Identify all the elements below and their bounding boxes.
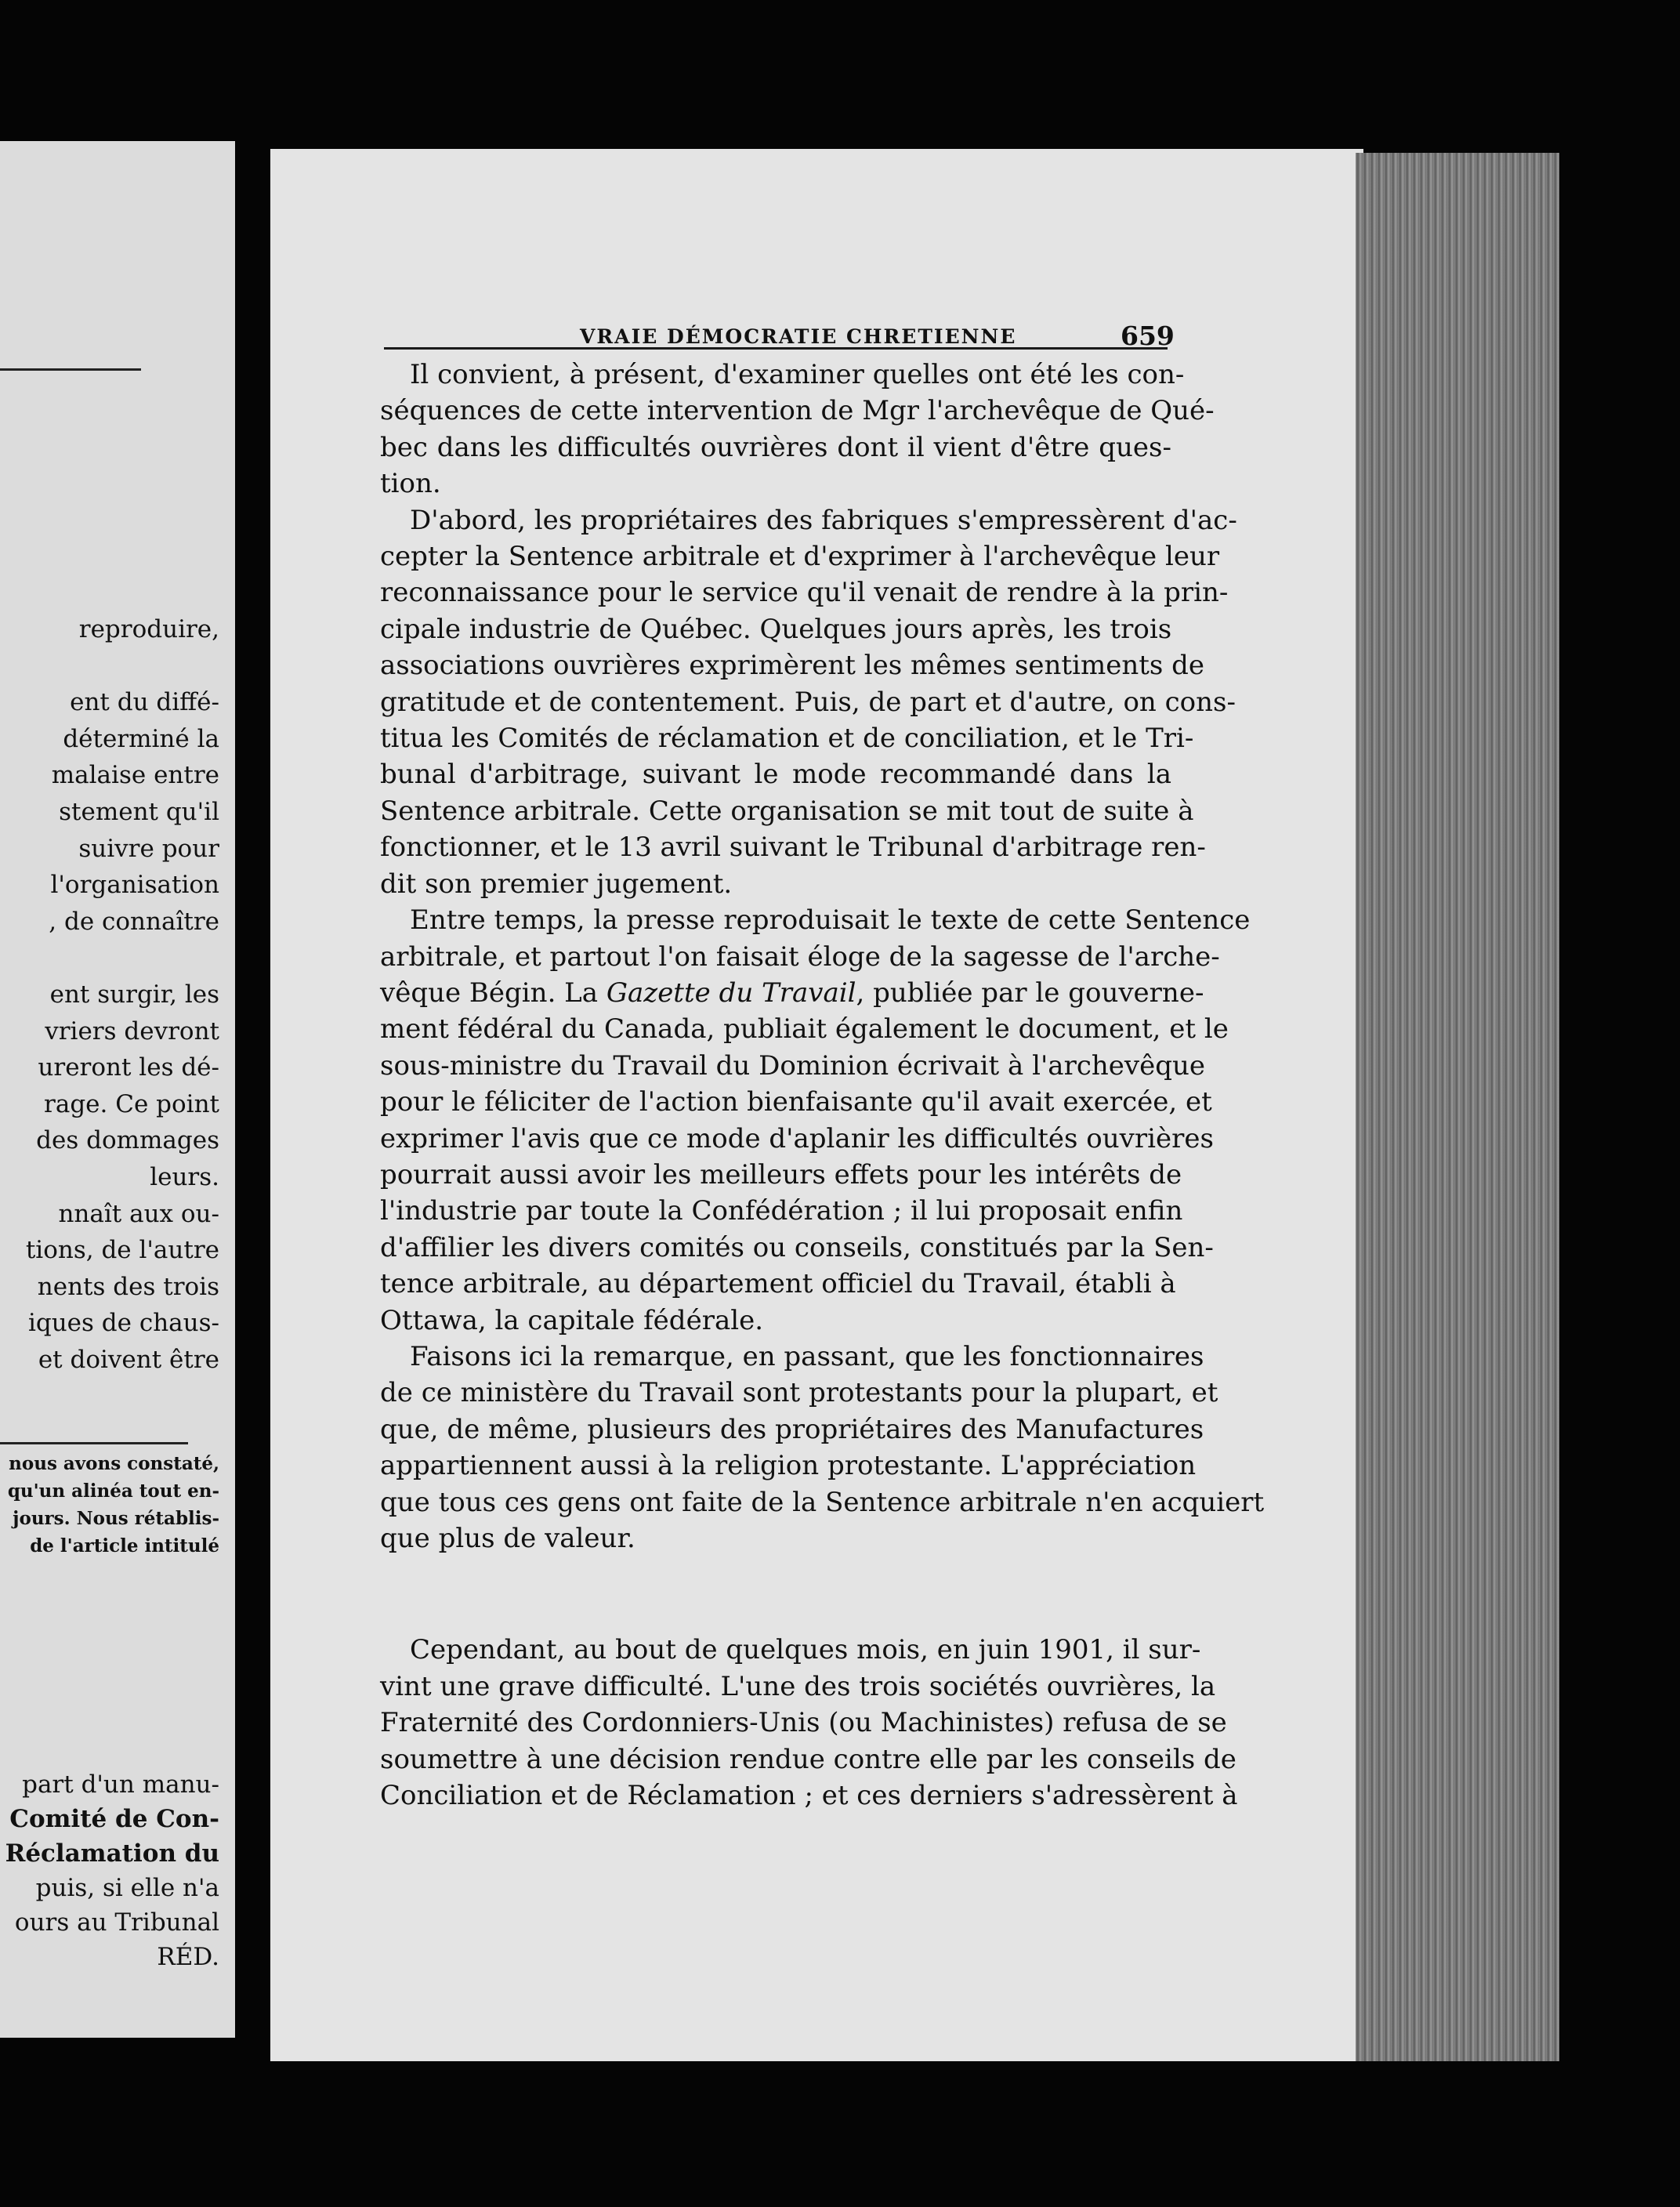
text-line: Il convient, à présent, d'examiner quelles ont été les con-: [410, 359, 1185, 390]
text-line: tion.: [380, 468, 441, 500]
text-line: appartiennent aussi à la religion protestante. L'appréciation: [380, 1450, 1197, 1482]
header-rule: [384, 347, 1168, 350]
text-line: titua les Comités de réclamation et de conciliation, et le Tri-: [380, 723, 1194, 755]
text-line: pour le féliciter de l'action bienfaisante qu'il avait exercée, et: [380, 1086, 1212, 1118]
left-tail-line: ours au Tribunal: [14, 1908, 219, 1937]
left-page-line: nnaît aux ou-: [58, 1199, 219, 1228]
left-page-line: ureront les dé-: [38, 1053, 219, 1082]
paragraph: [380, 902, 1251, 1339]
text-line: bunal d'arbitrage, suivant le mode recommandé dans la: [380, 759, 1171, 791]
text-line: vint une grave difficulté. L'une des trois sociétés ouvrières, la: [380, 1670, 1216, 1702]
running-head: VRAIE DÉMOCRATIE CHRETIENNE: [580, 325, 1017, 348]
left-tail-line: part d'un manu-: [22, 1770, 219, 1799]
text-line: gratitude et de contentement. Puis, de part et d'autre, on cons-: [380, 686, 1236, 718]
left-tail-line: puis, si elle n'a: [35, 1874, 219, 1902]
left-page-line: ent surgir, les: [49, 980, 219, 1009]
left-footnote-line: nous avons constaté,: [9, 1453, 219, 1474]
left-page-line: vriers devront: [45, 1017, 219, 1046]
left-page-line: et doivent être: [38, 1345, 219, 1374]
text-line: exprimer l'avis que ce mode d'aplanir les difficultés ouvrières: [380, 1122, 1214, 1154]
text-line: Fraternité des Cordonniers-Unis (ou Machinistes) refusa de se: [380, 1707, 1227, 1739]
left-page-line: malaise entre: [51, 761, 219, 790]
text-line: d'affilier les divers comités ou conseils, constitués par la Sen-: [380, 1231, 1214, 1263]
text-line: dit son premier jugement.: [380, 868, 733, 900]
left-page-line: stement qu'il: [59, 797, 219, 826]
left-page-line: leurs.: [150, 1162, 219, 1191]
left-header-rule: [0, 368, 141, 371]
text-line: arbitrale, et partout l'on faisait éloge de la sagesse de l'arche-: [380, 940, 1220, 973]
left-tail-line: RÉD.: [157, 1943, 219, 1971]
text-line: cepter la Sentence arbitrale et d'exprimer à l'archevêque leur: [380, 541, 1220, 573]
text-line: Conciliation et de Réclamation ; et ces derniers s'adressèrent à: [380, 1780, 1238, 1812]
paragraph: [380, 1632, 1238, 1814]
page-edges: [1356, 153, 1559, 2061]
text-line: D'abord, les propriétaires des fabriques s'empressèrent d'ac-: [410, 504, 1237, 536]
left-page-line: nents des trois: [37, 1272, 219, 1301]
left-page-line: [0, 940, 219, 977]
left-page-line: , de connaître: [49, 907, 219, 936]
text-line: Sentence arbitrale. Cette organisation se mit tout de suite à: [380, 795, 1194, 827]
text-line: tence arbitrale, au département officiel du Travail, établi à: [380, 1268, 1176, 1300]
left-page-tail-text: [0, 1767, 219, 1974]
paragraph: [380, 502, 1237, 902]
text-line: reconnaissance pour le service qu'il venait de rendre à la prin-: [380, 577, 1229, 609]
left-page-line: [0, 648, 219, 685]
text-line: que, de même, plusieurs des propriétaires des Manufactures: [380, 1413, 1204, 1445]
text-line: Cependant, au bout de quelques mois, en juin 1901, il sur-: [410, 1634, 1201, 1666]
paragraph: [380, 1339, 1265, 1556]
text-line: soumettre à une décision rendue contre elle par les conseils de: [380, 1743, 1236, 1775]
text-line: associations ouvrières exprimèrent les mêmes sentiments de: [380, 650, 1205, 682]
text-line: ment fédéral du Canada, publiait également le document, et le: [380, 1013, 1229, 1046]
left-page-line: suivre pour: [78, 834, 219, 863]
text-line: vêque Bégin. La Gazette du Travail, publiée par le gouverne-: [380, 977, 1204, 1009]
left-footnote-rule: [0, 1442, 188, 1444]
text-line: séquences de cette intervention de Mgr l'archevêque de Qué-: [380, 395, 1215, 427]
left-page-line: déterminé la: [63, 724, 219, 753]
left-page-line: rage. Ce point: [44, 1089, 219, 1118]
body-text: [380, 357, 1265, 1814]
left-page-line: iques de chaus-: [27, 1309, 219, 1338]
text-line: bec dans les difficultés ouvrières dont il vient d'être ques-: [380, 431, 1171, 463]
left-facing-page: [0, 141, 235, 2038]
text-line: de ce ministère du Travail sont protestants pour la plupart, et: [380, 1377, 1218, 1409]
left-tail-line: Réclamation du: [5, 1839, 219, 1868]
text-line: sous-ministre du Travail du Dominion écrivait à l'archevêque: [380, 1049, 1206, 1082]
left-footnote: [0, 1450, 219, 1560]
left-footnote-line: qu'un alinéa tout en-: [7, 1480, 219, 1502]
left-page-line: des dommages: [36, 1126, 219, 1155]
text-line: Ottawa, la capitale fédérale.: [380, 1304, 764, 1336]
left-page-line: reproduire,: [78, 615, 219, 643]
text-line: pourrait aussi avoir les meilleurs effets pour les intérêts de: [380, 1158, 1182, 1190]
text-line: que plus de valeur.: [380, 1523, 635, 1554]
text-line: Faisons ici la remarque, en passant, que les fonctionnaires: [410, 1340, 1204, 1372]
paragraph: [380, 357, 1215, 502]
text-line: que tous ces gens ont faite de la Sentence arbitrale n'en acquiert: [380, 1486, 1265, 1518]
text-line: l'industrie par toute la Confédération ; il lui proposait enfin: [380, 1195, 1183, 1227]
text-line: fonctionner, et le 13 avril suivant le Tribunal d'arbitrage ren-: [380, 832, 1206, 864]
page-number: 659: [1121, 321, 1175, 351]
left-tail-line: Comité de Con-: [9, 1805, 219, 1833]
left-footnote-line: de l'article intitulé: [30, 1535, 219, 1556]
section-gap: [380, 1556, 1171, 1632]
left-page-line: ent du diffé-: [70, 688, 219, 717]
left-page-line: tions, de l'autre: [25, 1236, 219, 1265]
left-footnote-line: jours. Nous rétablis-: [13, 1508, 219, 1529]
left-page-line: l'organisation: [50, 871, 219, 900]
text-line: Entre temps, la presse reproduisait le texte de cette Sentence: [410, 904, 1251, 937]
text-line: cipale industrie de Québec. Quelques jours après, les trois: [380, 613, 1172, 645]
left-page-text: [0, 611, 219, 1378]
